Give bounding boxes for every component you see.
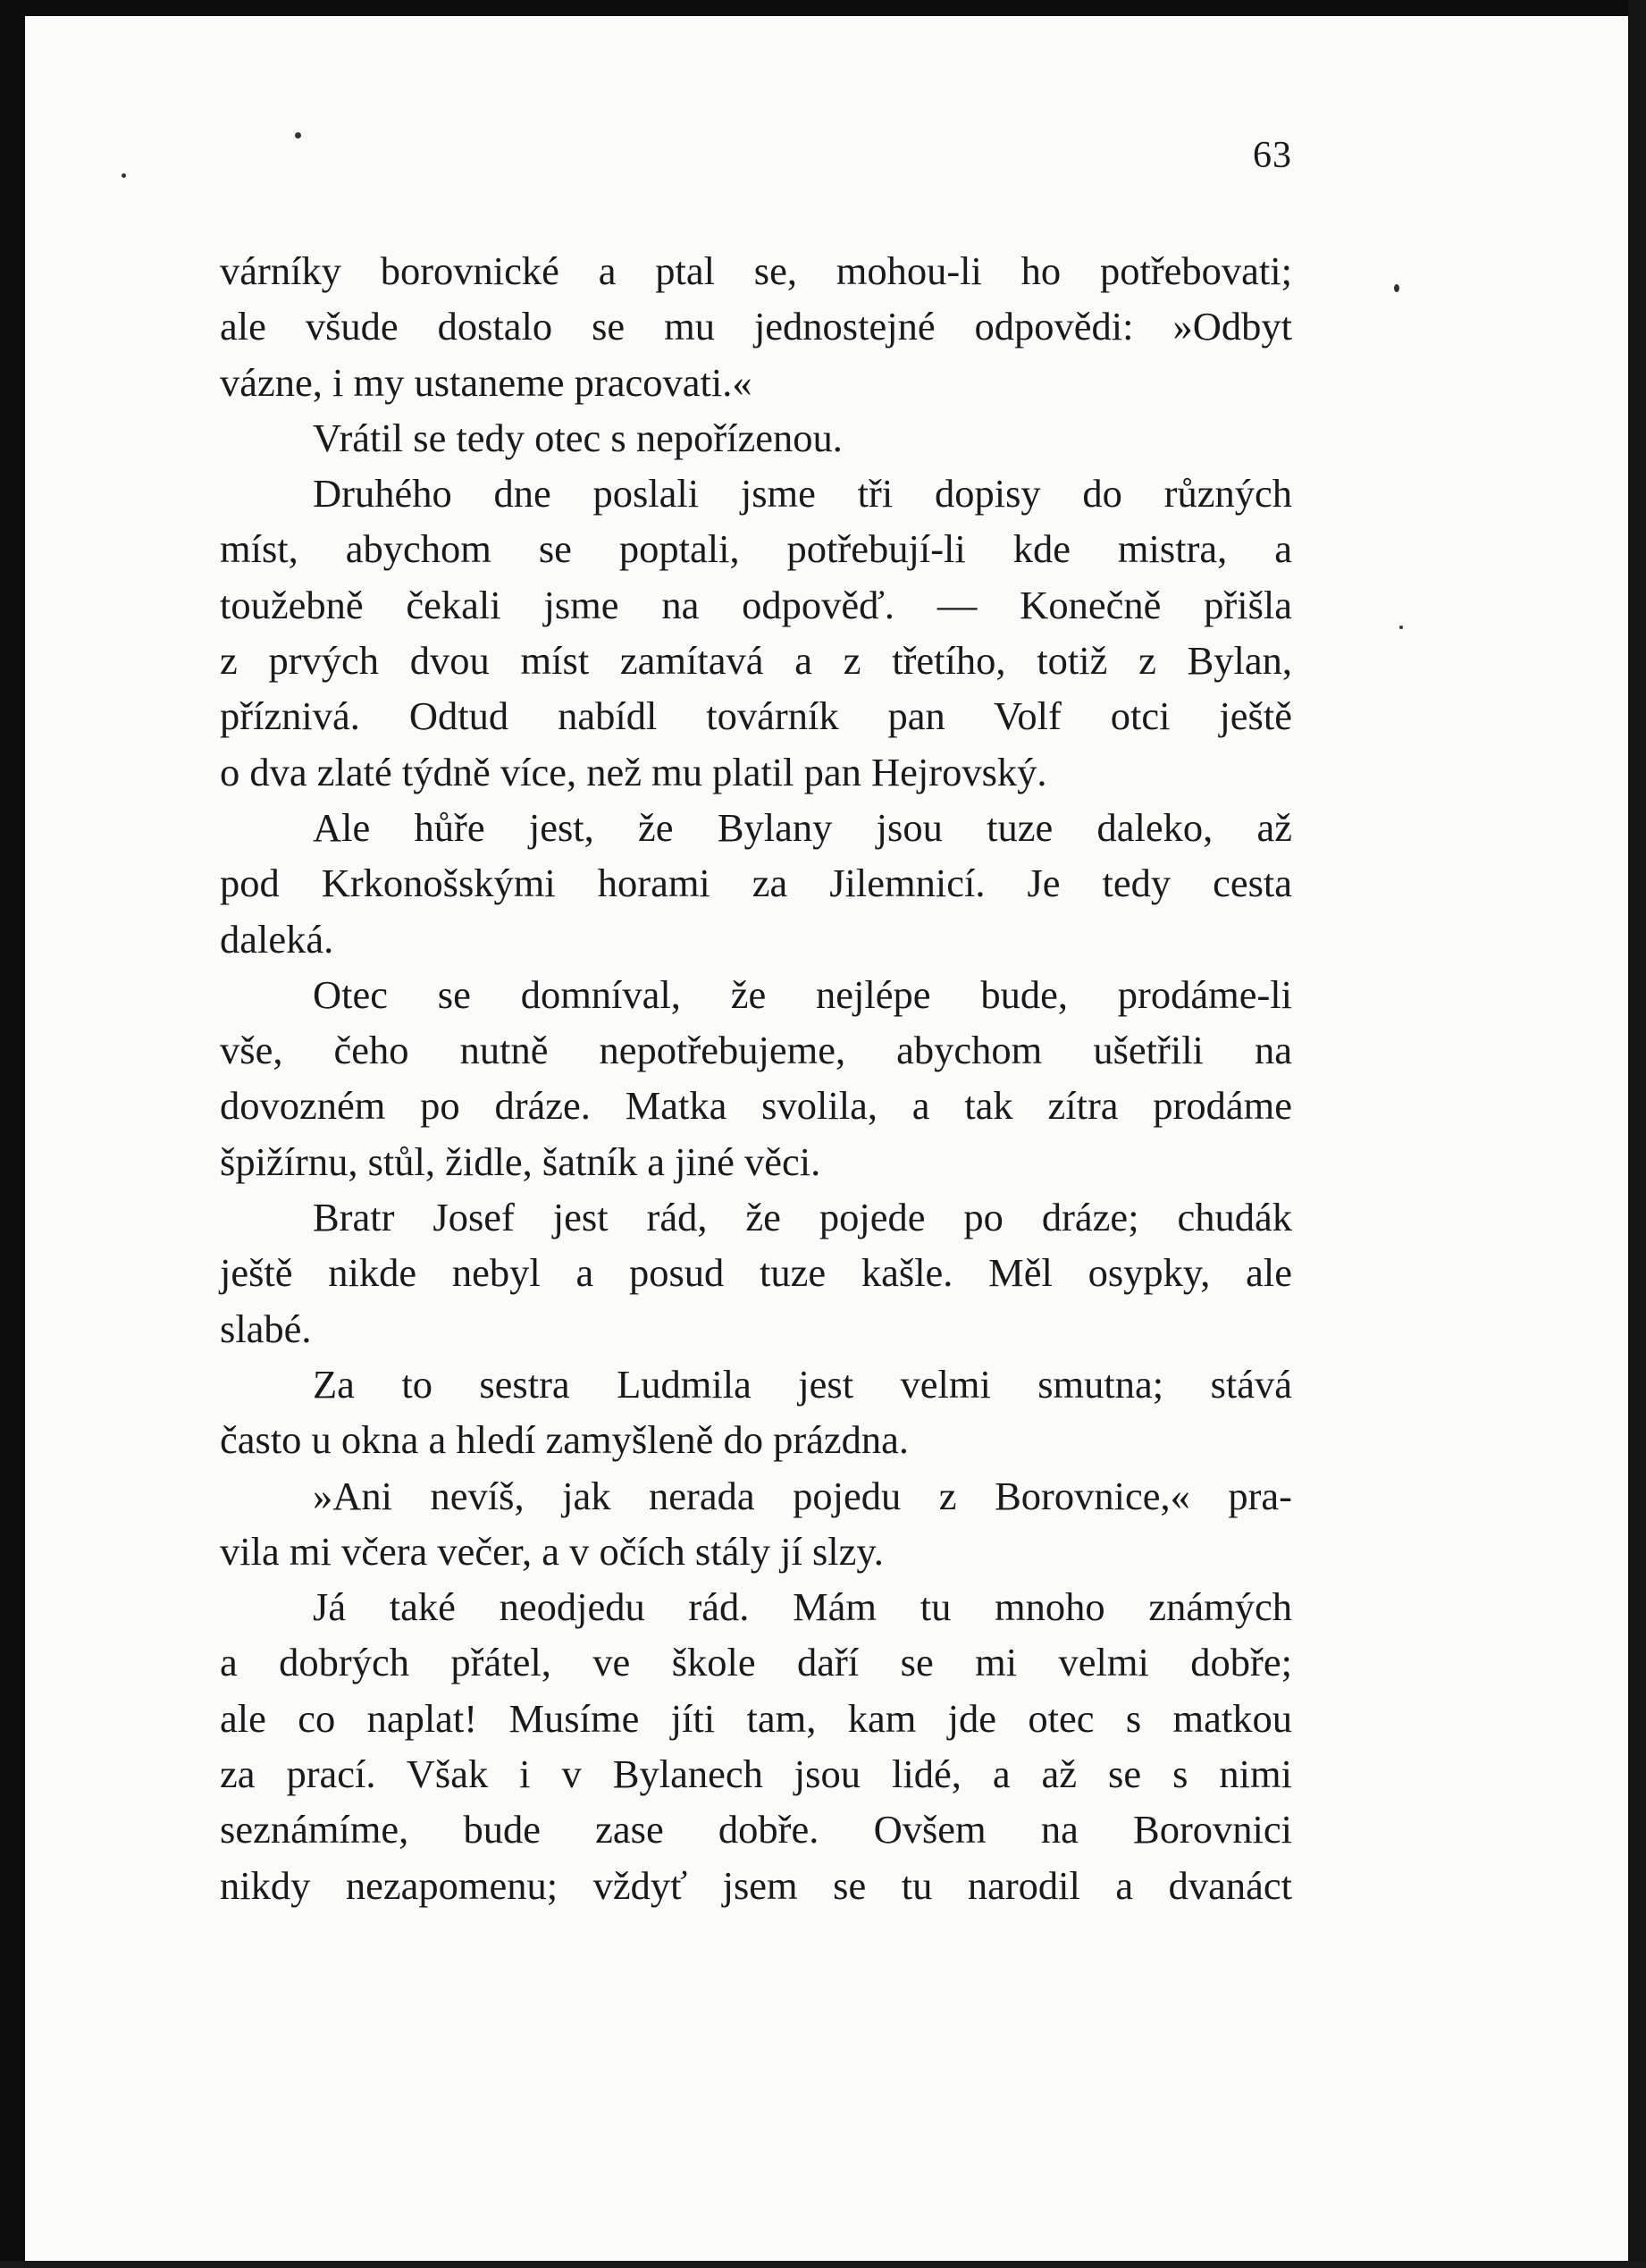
scan-edge-left <box>0 0 25 2268</box>
text-line: a dobrých přátel, ve škole daří se mi velmi dobře; <box>220 1640 1292 1685</box>
text-line: seznámíme, bude zase dobře. Ovšem na Borovnici <box>220 1807 1292 1852</box>
text-line: příznivá. Odtud nabídl továrník pan Volf otci ještě <box>220 693 1292 739</box>
text-line: Druhého dne poslali jsme tři dopisy do různých <box>313 471 1292 517</box>
text-line: daleká. <box>220 916 334 962</box>
text-line: vše, čeho nutně nepotřebujeme, abychom ušetřili na <box>220 1028 1292 1073</box>
scan-edge-right <box>1628 0 1646 2268</box>
text-line: z prvých dvou míst zamítavá a z třetího, totiž z Bylan, <box>220 638 1292 684</box>
scan-edge-top <box>0 0 1646 16</box>
text-line: toužebně čekali jsme na odpověď. — Konečně přišla <box>220 582 1292 627</box>
text-line: špižírnu, stůl, židle, šatník a jiné věci. <box>220 1138 821 1184</box>
text-line: za prací. Však i v Bylanech jsou lidé, a až se s nimi <box>220 1751 1292 1797</box>
text-line: ještě nikde nebyl a posud tuze kašle. Měl osypky, ale <box>220 1250 1292 1296</box>
page-number: 63 <box>1253 135 1292 176</box>
text-line: várníky borovnické a ptal se, mohou-li ho potřebovati; <box>220 248 1292 293</box>
text-line: »Ani nevíš, jak nerada pojedu z Borovnice,« pra- <box>313 1473 1292 1518</box>
text-line: nikdy nezapomenu; vždyť jsem se tu narodil a dvanáct <box>220 1862 1292 1908</box>
text-line: vila mi včera večer, a v očích stály jí slzy. <box>220 1528 884 1574</box>
text-line: slabé. <box>220 1306 312 1351</box>
text-line: pod Krkonošskými horami za Jilemnicí. Je tedy cesta <box>220 861 1292 906</box>
body-text <box>220 243 1292 1913</box>
text-line: o dva zlaté týdně více, než mu platil pan Hejrovský. <box>220 749 1047 794</box>
scan-speck <box>122 173 126 178</box>
scan-speck <box>1394 284 1399 292</box>
text-line: ale co naplat! Musíme jíti tam, kam jde otec s matkou <box>220 1695 1292 1741</box>
text-line: vázne, i my ustaneme pracovati.« <box>220 359 752 405</box>
text-line: dovozném po dráze. Matka svolila, a tak zítra prodáme <box>220 1083 1292 1129</box>
text-line: Za to sestra Ludmila jest velmi smutna; stává <box>313 1361 1292 1407</box>
text-line: Bratr Josef jest rád, že pojede po dráze; chudák <box>313 1195 1292 1240</box>
scan-speck <box>1399 626 1403 629</box>
scan-speck <box>295 132 301 139</box>
text-line: ale všude dostalo se mu jednostejné odpovědi: »Odbyt <box>220 304 1292 349</box>
scan-edge-bottom <box>0 2261 1646 2268</box>
text-line: míst, abychom se poptali, potřebují-li kde mistra, a <box>220 526 1292 572</box>
text-line: Vrátil se tedy otec s nepořízenou. <box>313 415 843 460</box>
text-line: často u okna a hledí zamyšleně do prázdna. <box>220 1417 910 1463</box>
text-line: Otec se domníval, že nejlépe bude, prodáme-li <box>313 971 1292 1017</box>
text-line: Ale hůře jest, že Bylany jsou tuze daleko, až <box>313 804 1292 850</box>
text-line: Já také neodjedu rád. Mám tu mnoho známých <box>313 1584 1292 1630</box>
